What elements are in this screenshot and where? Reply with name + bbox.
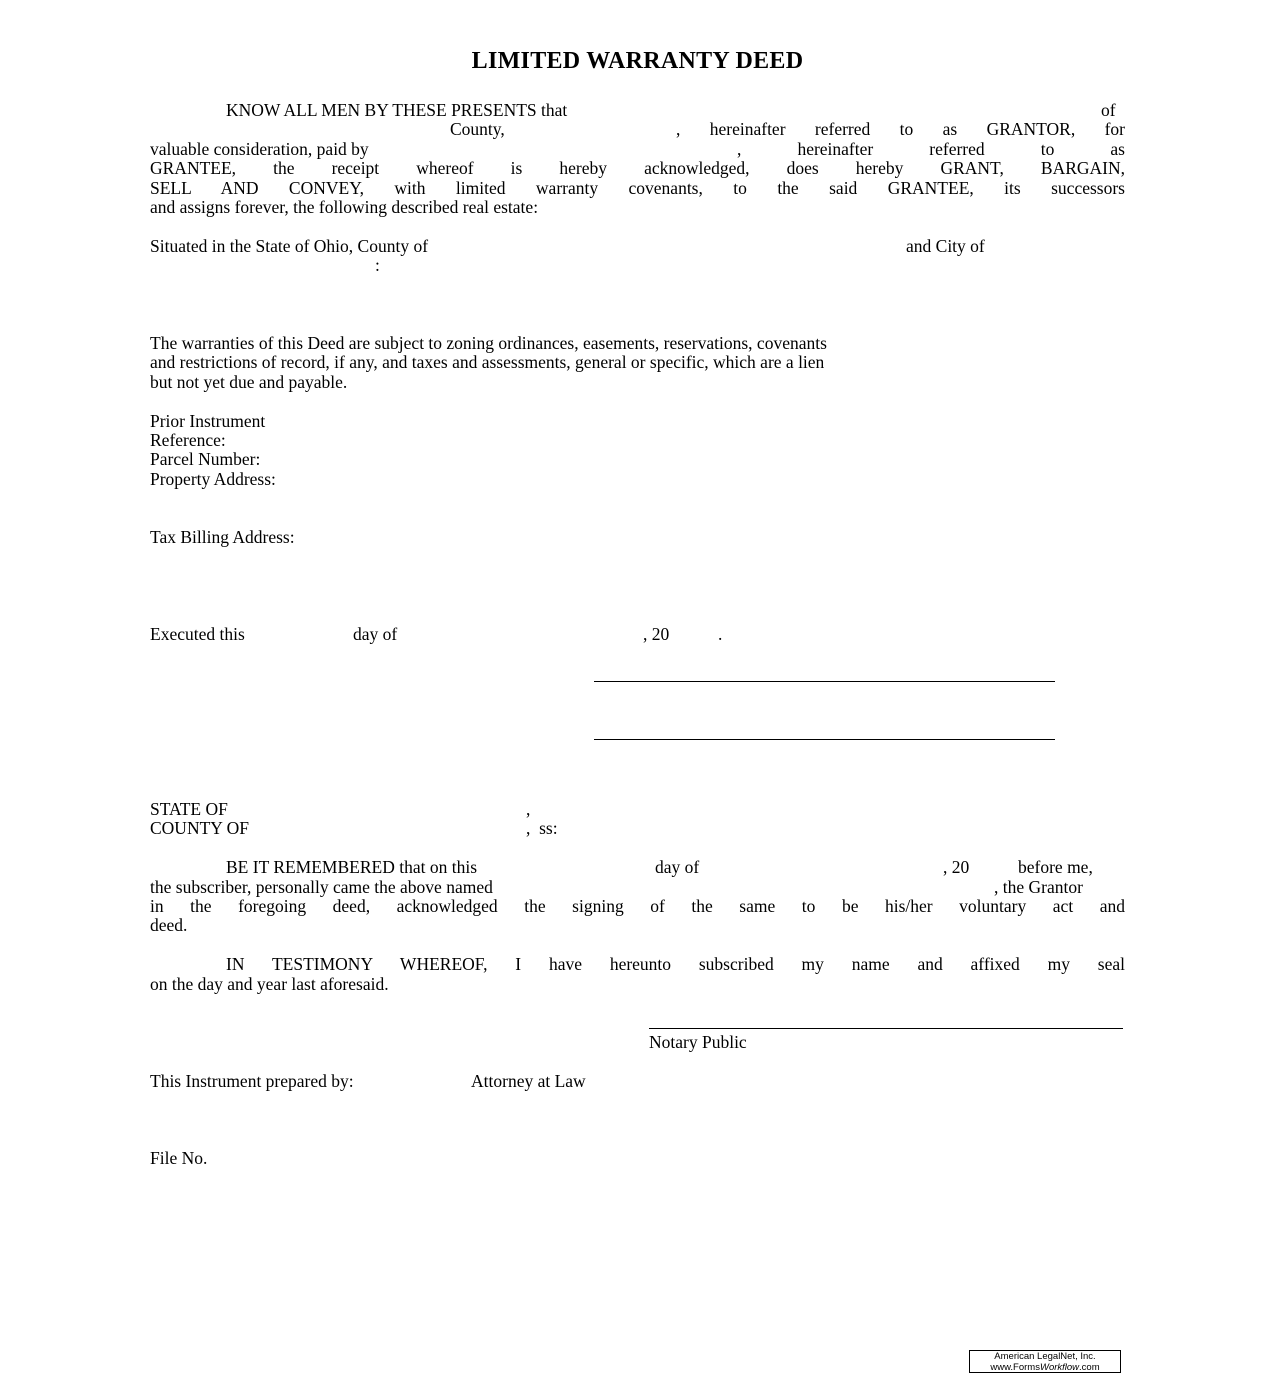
intro-line-3-rest: , hereinafter referred to as xyxy=(737,139,1125,159)
executed-label: Executed this xyxy=(150,624,245,644)
prepared-by-label: This Instrument prepared by: xyxy=(150,1071,354,1091)
executed-period: . xyxy=(718,624,723,644)
situated-county-label: Situated in the State of Ohio, County of xyxy=(150,236,429,256)
reference-label: Reference: xyxy=(150,430,226,450)
grantor-signature-line-1 xyxy=(594,681,1055,682)
county-of-label: COUNTY OF xyxy=(150,818,250,838)
remembered-line-1-year: , 20 xyxy=(943,857,970,877)
remembered-line-1-start: BE IT REMEMBERED that on this xyxy=(226,857,477,877)
intro-line-6: and assigns forever, the following described real estate: xyxy=(150,197,539,217)
remembered-line-4: deed. xyxy=(150,915,188,935)
situated-city-label: and City of xyxy=(906,236,985,256)
prior-instrument-label: Prior Instrument xyxy=(150,411,266,431)
warranties-line-3: but not yet due and payable. xyxy=(150,372,348,392)
intro-line-3-start: valuable consideration, paid by xyxy=(150,139,369,159)
intro-line-1-end: of xyxy=(1101,100,1116,120)
testimony-line-2: on the day and year last aforesaid. xyxy=(150,974,389,994)
publisher-badge-line-1: American LegalNet, Inc. xyxy=(994,1351,1096,1362)
file-no-label: File No. xyxy=(150,1148,208,1168)
executed-year: , 20 xyxy=(643,624,670,644)
grantor-signature-line-2 xyxy=(594,739,1055,740)
intro-line-2-county: County, xyxy=(450,119,505,139)
intro-line-2-rest: , hereinafter referred to as GRANTOR, for xyxy=(676,119,1125,139)
notary-signature-line xyxy=(649,1028,1123,1029)
property-address-label: Property Address: xyxy=(150,469,276,489)
intro-line-1-start: KNOW ALL MEN BY THESE PRESENTS that xyxy=(226,100,568,120)
intro-line-4: GRANTEE, the receipt whereof is hereby acknowledged, does hereby GRANT, BARGAIN, xyxy=(150,158,1125,178)
parcel-number-label: Parcel Number: xyxy=(150,449,261,469)
testimony-line-1: IN TESTIMONY WHEREOF, I have hereunto subscribed my name and affixed my seal xyxy=(226,954,1125,974)
state-of-comma: , xyxy=(526,799,531,819)
remembered-line-3: in the foregoing deed, acknowledged the signing of the same to be his/her voluntary act and xyxy=(150,896,1125,916)
warranties-line-1: The warranties of this Deed are subject to zoning ordinances, easements, reservations, covenants xyxy=(150,333,827,353)
warranties-line-2: and restrictions of record, if any, and taxes and assessments, general or specific, which are a lien xyxy=(150,352,825,372)
notary-public-label: Notary Public xyxy=(649,1032,747,1052)
situated-colon: : xyxy=(375,255,380,275)
publisher-badge-line-2: www.FormsWorkflow.com xyxy=(990,1361,1100,1373)
prepared-by-value: Attorney at Law xyxy=(471,1071,586,1091)
document-title: LIMITED WARRANTY DEED xyxy=(471,48,804,74)
intro-line-5: SELL AND CONVEY, with limited warranty covenants, to the said GRANTEE, its successors xyxy=(150,178,1125,198)
tax-billing-address-label: Tax Billing Address: xyxy=(150,527,295,547)
remembered-line-1-end: before me, xyxy=(1018,857,1093,877)
executed-day-of: day of xyxy=(353,624,398,644)
remembered-line-2-start: the subscriber, personally came the above named xyxy=(150,877,493,897)
state-of-label: STATE OF xyxy=(150,799,228,819)
county-of-ss: , ss: xyxy=(526,818,558,838)
remembered-line-2-end: , the Grantor xyxy=(994,877,1083,897)
publisher-badge xyxy=(969,1350,1121,1373)
remembered-line-1-day-of: day of xyxy=(655,857,700,877)
